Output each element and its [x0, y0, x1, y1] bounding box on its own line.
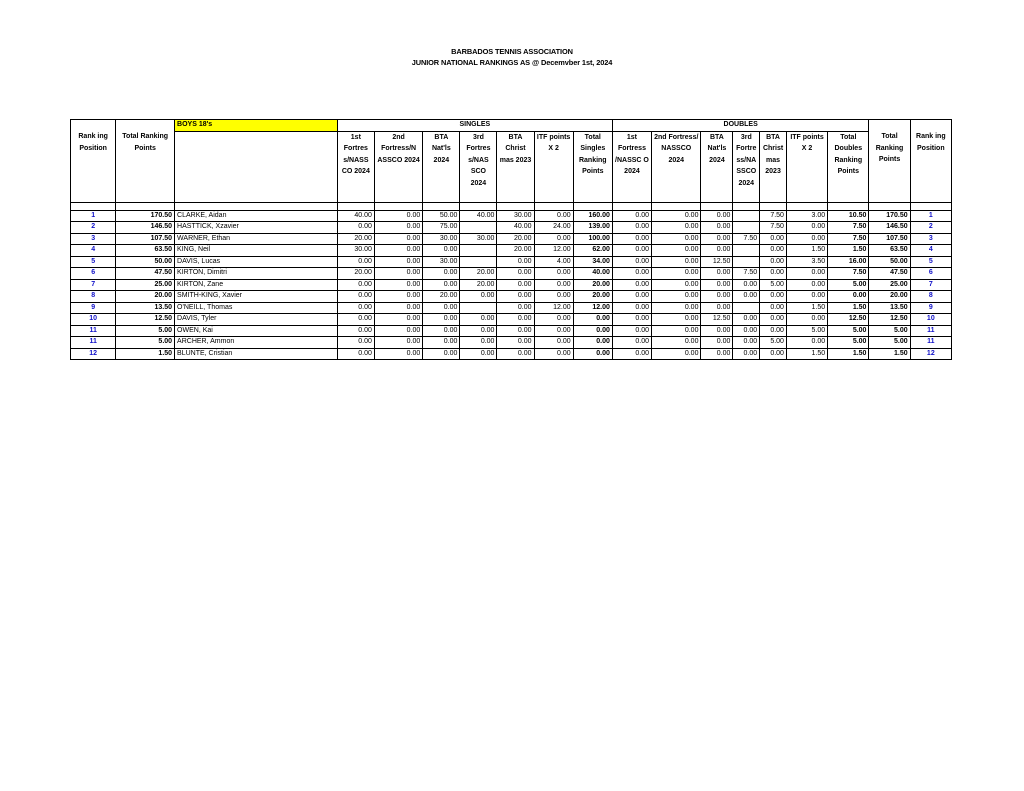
table-row: [71, 302, 952, 314]
singles-total-cell: 20.00: [573, 291, 612, 303]
table-row: [71, 337, 952, 349]
doubles-points-cell: 0.00: [612, 245, 651, 257]
rank-position-cell: 4: [71, 245, 116, 257]
total-points-cell: 170.50: [116, 210, 175, 222]
doubles-points-cell: 0.00: [733, 279, 760, 291]
rankings-rows: [71, 210, 952, 360]
doubles-points-cell: [733, 210, 760, 222]
singles-points-cell: [460, 222, 497, 234]
doubles-points-cell: 1.50: [786, 302, 827, 314]
singles-points-cell: 12.00: [534, 302, 573, 314]
doubles-points-cell: 0.00: [760, 245, 787, 257]
doubles-points-cell: 0.00: [786, 233, 827, 245]
doubles-points-cell: 0.00: [612, 337, 651, 349]
singles-points-cell: 0.00: [374, 291, 422, 303]
doubles-points-cell: 0.00: [760, 314, 787, 326]
doubles-points-cell: 7.50: [733, 268, 760, 280]
col-total-ranking-points: Total Ranking Points: [116, 131, 175, 202]
singles-points-cell: 4.00: [534, 256, 573, 268]
group-header-row: [71, 120, 952, 132]
singles-points-cell: 12.00: [534, 245, 573, 257]
rank-position-cell: 5: [71, 256, 116, 268]
singles-points-cell: 0.00: [460, 291, 497, 303]
singles-points-cell: 0.00: [497, 325, 534, 337]
rank-position-cell: 2: [71, 222, 116, 234]
doubles-points-cell: 0.00: [612, 268, 651, 280]
doubles-points-cell: [733, 222, 760, 234]
rank-position-cell: 11: [71, 325, 116, 337]
doubles-points-cell: 0.00: [760, 348, 787, 360]
player-name-cell: DAVIS, Lucas: [175, 256, 338, 268]
player-name-cell: O'NEILL, Thomas: [175, 302, 338, 314]
singles-total-cell: 139.00: [573, 222, 612, 234]
singles-points-cell: 0.00: [337, 222, 374, 234]
col-doubles-2nd-fortress: 2nd Fortress/ NASSCO 2024: [652, 131, 701, 202]
total-points-cell: 5.00: [116, 337, 175, 349]
total-ranking-cell: 146.50: [869, 222, 910, 234]
singles-points-cell: 0.00: [337, 256, 374, 268]
singles-points-cell: 0.00: [374, 268, 422, 280]
document-title-block: [0, 46, 1024, 68]
total-points-cell: 1.50: [116, 348, 175, 360]
singles-points-cell: 20.00: [423, 291, 460, 303]
col-singles-itf-points: ITF points X 2: [534, 131, 573, 202]
singles-points-cell: 0.00: [423, 268, 460, 280]
singles-points-cell: 24.00: [534, 222, 573, 234]
singles-points-cell: 0.00: [374, 233, 422, 245]
singles-points-cell: 0.00: [374, 210, 422, 222]
table-row: [71, 314, 952, 326]
singles-points-cell: 0.00: [337, 302, 374, 314]
rank-position-cell: 11: [71, 337, 116, 349]
singles-points-cell: 0.00: [337, 279, 374, 291]
doubles-points-cell: 7.50: [760, 210, 787, 222]
singles-points-cell: 0.00: [460, 325, 497, 337]
doubles-total-cell: 16.00: [828, 256, 869, 268]
col-singles-3rd-fortress: 3rd Fortres s/NAS SCO 2024: [460, 131, 497, 202]
singles-points-cell: 0.00: [337, 325, 374, 337]
singles-points-cell: 20.00: [460, 279, 497, 291]
player-name-cell: OWEN, Kai: [175, 325, 338, 337]
doubles-points-cell: 0.00: [612, 233, 651, 245]
doubles-total-cell: 5.00: [828, 337, 869, 349]
col-singles-bta-natls: BTA Nat'ls 2024: [423, 131, 460, 202]
rank-position-cell: 12: [71, 348, 116, 360]
rankings-subtitle: JUNIOR NATIONAL RANKINGS AS @ Decemvber 1st, 2024: [411, 58, 613, 67]
singles-points-cell: 0.00: [534, 268, 573, 280]
doubles-points-cell: 0.00: [786, 337, 827, 349]
rank-position-right-cell: 12: [910, 348, 951, 360]
col-doubles-bta-christmas: BTA Christ mas 2023: [760, 131, 787, 202]
doubles-points-cell: 0.00: [612, 325, 651, 337]
doubles-points-cell: 0.00: [612, 256, 651, 268]
singles-points-cell: 0.00: [337, 291, 374, 303]
rank-position-right-cell: 8: [910, 291, 951, 303]
rank-position-right-cell: 10: [910, 314, 951, 326]
singles-points-cell: 0.00: [497, 279, 534, 291]
col-singles-bta-christmas: BTA Christ mas 2023: [497, 131, 534, 202]
doubles-points-cell: [733, 302, 760, 314]
player-name-cell: ARCHER, Ammon: [175, 337, 338, 349]
singles-points-cell: 0.00: [460, 314, 497, 326]
singles-points-cell: 0.00: [423, 348, 460, 360]
table-row: [71, 233, 952, 245]
singles-points-cell: 0.00: [534, 291, 573, 303]
doubles-points-cell: 0.00: [652, 291, 701, 303]
rank-position-cell: 1: [71, 210, 116, 222]
singles-points-cell: 20.00: [460, 268, 497, 280]
singles-total-cell: 62.00: [573, 245, 612, 257]
singles-total-cell: 0.00: [573, 325, 612, 337]
singles-points-cell: 40.00: [497, 222, 534, 234]
doubles-points-cell: 12.50: [701, 256, 733, 268]
doubles-points-cell: 0.00: [733, 325, 760, 337]
singles-points-cell: 20.00: [337, 233, 374, 245]
player-name-cell: KING, Neil: [175, 245, 338, 257]
doubles-points-cell: 0.00: [786, 314, 827, 326]
doubles-total-cell: 1.50: [828, 302, 869, 314]
doubles-points-cell: 0.00: [760, 256, 787, 268]
doubles-points-cell: 0.00: [701, 291, 733, 303]
doubles-points-cell: 0.00: [652, 233, 701, 245]
table-row: [71, 245, 952, 257]
doubles-points-cell: 0.00: [652, 268, 701, 280]
total-points-cell: 47.50: [116, 268, 175, 280]
singles-points-cell: 0.00: [497, 302, 534, 314]
doubles-total-cell: 7.50: [828, 233, 869, 245]
singles-points-cell: 0.00: [337, 337, 374, 349]
table-row: [71, 210, 952, 222]
total-ranking-cell: 5.00: [869, 337, 910, 349]
col-rank-position-right: Rank ing Position: [910, 131, 951, 202]
col-doubles-1st-fortress: 1st Fortress /NASSC O 2024: [612, 131, 651, 202]
doubles-points-cell: 0.00: [652, 222, 701, 234]
doubles-points-cell: 0.00: [701, 279, 733, 291]
table-row: [71, 222, 952, 234]
col-doubles-itf-points: ITF points X 2: [786, 131, 827, 202]
doubles-points-cell: 0.00: [733, 337, 760, 349]
singles-points-cell: 0.00: [534, 325, 573, 337]
total-points-cell: 146.50: [116, 222, 175, 234]
total-points-cell: 12.50: [116, 314, 175, 326]
singles-total-cell: 100.00: [573, 233, 612, 245]
total-ranking-cell: 50.00: [869, 256, 910, 268]
doubles-points-cell: 0.00: [760, 291, 787, 303]
doubles-total-cell: 12.50: [828, 314, 869, 326]
rank-position-right-cell: 7: [910, 279, 951, 291]
singles-points-cell: [460, 256, 497, 268]
doubles-points-cell: 0.00: [652, 279, 701, 291]
singles-points-cell: 0.00: [374, 337, 422, 349]
doubles-points-cell: [733, 256, 760, 268]
doubles-total-cell: 1.50: [828, 245, 869, 257]
rank-position-right-cell: 5: [910, 256, 951, 268]
player-name-cell: WARNER, Ethan: [175, 233, 338, 245]
doubles-points-cell: 0.00: [612, 348, 651, 360]
singles-total-cell: 160.00: [573, 210, 612, 222]
total-ranking-cell: 107.50: [869, 233, 910, 245]
singles-total-cell: 40.00: [573, 268, 612, 280]
doubles-points-cell: 0.00: [652, 245, 701, 257]
association-title: BARBADOS TENNIS ASSOCIATION: [451, 47, 573, 56]
singles-points-cell: 0.00: [374, 222, 422, 234]
player-name-cell: BLUNTE, Cristian: [175, 348, 338, 360]
singles-points-cell: 0.00: [534, 233, 573, 245]
doubles-points-cell: 0.00: [733, 314, 760, 326]
rank-position-right-cell: 3: [910, 233, 951, 245]
doubles-points-cell: 0.00: [652, 314, 701, 326]
total-ranking-cell: 170.50: [869, 210, 910, 222]
doubles-total-cell: 0.00: [828, 291, 869, 303]
singles-points-cell: 0.00: [497, 268, 534, 280]
singles-points-cell: 0.00: [534, 210, 573, 222]
col-doubles-3rd-fortress: 3rd Fortre ss/NA SSCO 2024: [733, 131, 760, 202]
table-row: [71, 268, 952, 280]
player-name-cell: DAVIS, Tyler: [175, 314, 338, 326]
singles-points-cell: [460, 302, 497, 314]
doubles-points-cell: 0.00: [760, 302, 787, 314]
col-singles-1st-fortress: 1st Fortres s/NASS CO 2024: [337, 131, 374, 202]
rank-position-right-cell: 11: [910, 325, 951, 337]
doubles-points-cell: 0.00: [733, 291, 760, 303]
doubles-total-cell: 7.50: [828, 222, 869, 234]
singles-points-cell: 0.00: [423, 325, 460, 337]
rank-position-cell: 9: [71, 302, 116, 314]
player-name-cell: KIRTON, Dimitri: [175, 268, 338, 280]
doubles-total-cell: 7.50: [828, 268, 869, 280]
singles-points-cell: 0.00: [423, 302, 460, 314]
table-row: [71, 279, 952, 291]
doubles-points-cell: 1.50: [786, 348, 827, 360]
player-name-cell: KIRTON, Zane: [175, 279, 338, 291]
doubles-points-cell: 0.00: [701, 210, 733, 222]
doubles-points-cell: 0.00: [652, 302, 701, 314]
doubles-points-cell: 0.00: [760, 233, 787, 245]
table-row: [71, 291, 952, 303]
singles-points-cell: 40.00: [460, 210, 497, 222]
singles-points-cell: 30.00: [423, 256, 460, 268]
singles-points-cell: 0.00: [374, 348, 422, 360]
doubles-total-cell: 5.00: [828, 279, 869, 291]
col-doubles-bta-natls: BTA Nat'ls 2024: [701, 131, 733, 202]
singles-points-cell: 0.00: [374, 245, 422, 257]
doubles-points-cell: 0.00: [701, 233, 733, 245]
singles-points-cell: 30.00: [337, 245, 374, 257]
col-total-singles: Total Singles Ranking Points: [573, 131, 612, 202]
doubles-points-cell: 0.00: [652, 337, 701, 349]
singles-total-cell: 0.00: [573, 348, 612, 360]
rank-position-right-cell: 4: [910, 245, 951, 257]
singles-points-cell: 0.00: [337, 314, 374, 326]
singles-points-cell: 0.00: [423, 279, 460, 291]
doubles-points-cell: 0.00: [701, 302, 733, 314]
total-ranking-cell: 5.00: [869, 325, 910, 337]
doubles-group-header: DOUBLES: [612, 120, 869, 132]
doubles-points-cell: 0.00: [612, 222, 651, 234]
singles-points-cell: 20.00: [497, 245, 534, 257]
doubles-points-cell: 0.00: [786, 291, 827, 303]
doubles-points-cell: 5.00: [786, 325, 827, 337]
doubles-points-cell: 0.00: [652, 210, 701, 222]
singles-points-cell: 0.00: [497, 291, 534, 303]
singles-points-cell: 0.00: [497, 314, 534, 326]
total-points-cell: 5.00: [116, 325, 175, 337]
singles-points-cell: 0.00: [423, 314, 460, 326]
total-ranking-cell: 12.50: [869, 314, 910, 326]
singles-total-cell: 12.00: [573, 302, 612, 314]
singles-points-cell: 30.00: [497, 210, 534, 222]
doubles-points-cell: 1.50: [786, 245, 827, 257]
singles-points-cell: 0.00: [460, 348, 497, 360]
singles-points-cell: 0.00: [374, 314, 422, 326]
singles-points-cell: 0.00: [374, 325, 422, 337]
doubles-points-cell: 0.00: [612, 279, 651, 291]
table-row: [71, 348, 952, 360]
singles-points-cell: 30.00: [460, 233, 497, 245]
doubles-points-cell: 0.00: [786, 279, 827, 291]
singles-points-cell: 50.00: [423, 210, 460, 222]
singles-points-cell: 0.00: [374, 302, 422, 314]
total-points-cell: 107.50: [116, 233, 175, 245]
col-rank-position: Rank ing Position: [71, 131, 116, 202]
column-header-row: [71, 131, 952, 202]
total-ranking-cell: 63.50: [869, 245, 910, 257]
singles-total-cell: 20.00: [573, 279, 612, 291]
total-points-cell: 25.00: [116, 279, 175, 291]
total-ranking-cell: 1.50: [869, 348, 910, 360]
player-name-cell: SMITH-KING, Xavier: [175, 291, 338, 303]
rank-position-cell: 3: [71, 233, 116, 245]
doubles-points-cell: 0.00: [652, 325, 701, 337]
singles-points-cell: 30.00: [423, 233, 460, 245]
singles-points-cell: 0.00: [374, 279, 422, 291]
doubles-points-cell: 7.50: [733, 233, 760, 245]
category-label: BOYS 18's: [175, 120, 338, 132]
singles-points-cell: [460, 245, 497, 257]
player-name-cell: CLARKE, Aidan: [175, 210, 338, 222]
singles-points-cell: 40.00: [337, 210, 374, 222]
doubles-total-cell: 10.50: [828, 210, 869, 222]
singles-points-cell: 0.00: [460, 337, 497, 349]
col-singles-2nd-fortress: 2nd Fortress/N ASSCO 2024: [374, 131, 422, 202]
singles-points-cell: 0.00: [534, 314, 573, 326]
singles-points-cell: 0.00: [374, 256, 422, 268]
singles-points-cell: 0.00: [423, 337, 460, 349]
table-row: [71, 325, 952, 337]
doubles-total-cell: 5.00: [828, 325, 869, 337]
total-points-cell: 50.00: [116, 256, 175, 268]
total-ranking-cell: 20.00: [869, 291, 910, 303]
doubles-points-cell: 0.00: [701, 348, 733, 360]
total-ranking-cell: 25.00: [869, 279, 910, 291]
doubles-points-cell: 5.00: [760, 279, 787, 291]
doubles-points-cell: 0.00: [786, 222, 827, 234]
singles-points-cell: 20.00: [337, 268, 374, 280]
total-ranking-cell: 13.50: [869, 302, 910, 314]
singles-points-cell: 0.00: [534, 337, 573, 349]
doubles-points-cell: 0.00: [786, 268, 827, 280]
doubles-points-cell: [733, 245, 760, 257]
rank-position-cell: 6: [71, 268, 116, 280]
col-total-ranking: Total Ranking Points: [869, 131, 910, 202]
total-points-cell: 20.00: [116, 291, 175, 303]
rankings-table: [70, 119, 952, 360]
col-total-doubles: Total Doubles Ranking Points: [828, 131, 869, 202]
rank-position-right-cell: 2: [910, 222, 951, 234]
doubles-points-cell: 0.00: [652, 348, 701, 360]
rank-position-cell: 10: [71, 314, 116, 326]
doubles-points-cell: 0.00: [760, 268, 787, 280]
singles-points-cell: 75.00: [423, 222, 460, 234]
table-row: [71, 256, 952, 268]
doubles-points-cell: 12.50: [701, 314, 733, 326]
doubles-total-cell: 1.50: [828, 348, 869, 360]
singles-points-cell: 0.00: [534, 279, 573, 291]
singles-points-cell: 0.00: [534, 348, 573, 360]
doubles-points-cell: 0.00: [733, 348, 760, 360]
doubles-points-cell: 0.00: [701, 325, 733, 337]
total-points-cell: 63.50: [116, 245, 175, 257]
singles-points-cell: 20.00: [497, 233, 534, 245]
singles-points-cell: 0.00: [423, 245, 460, 257]
singles-points-cell: 0.00: [497, 256, 534, 268]
doubles-points-cell: 0.00: [612, 210, 651, 222]
doubles-points-cell: 5.00: [760, 337, 787, 349]
singles-points-cell: 0.00: [337, 348, 374, 360]
singles-total-cell: 0.00: [573, 314, 612, 326]
rank-position-right-cell: 1: [910, 210, 951, 222]
doubles-points-cell: 0.00: [701, 222, 733, 234]
doubles-points-cell: 0.00: [612, 314, 651, 326]
total-ranking-cell: 47.50: [869, 268, 910, 280]
doubles-points-cell: 0.00: [652, 256, 701, 268]
singles-total-cell: 34.00: [573, 256, 612, 268]
doubles-points-cell: 0.00: [760, 325, 787, 337]
rank-position-cell: 7: [71, 279, 116, 291]
total-points-cell: 13.50: [116, 302, 175, 314]
singles-group-header: SINGLES: [337, 120, 612, 132]
doubles-points-cell: 7.50: [760, 222, 787, 234]
singles-total-cell: 0.00: [573, 337, 612, 349]
rank-position-cell: 8: [71, 291, 116, 303]
rank-position-right-cell: 6: [910, 268, 951, 280]
doubles-points-cell: 0.00: [612, 291, 651, 303]
rank-position-right-cell: 11: [910, 337, 951, 349]
doubles-points-cell: 3.00: [786, 210, 827, 222]
doubles-points-cell: 0.00: [701, 245, 733, 257]
player-name-cell: HASTTICK, Xzavier: [175, 222, 338, 234]
rank-position-right-cell: 9: [910, 302, 951, 314]
doubles-points-cell: 0.00: [612, 302, 651, 314]
doubles-points-cell: 3.50: [786, 256, 827, 268]
doubles-points-cell: 0.00: [701, 268, 733, 280]
doubles-points-cell: 0.00: [701, 337, 733, 349]
singles-points-cell: 0.00: [497, 337, 534, 349]
singles-points-cell: 0.00: [497, 348, 534, 360]
